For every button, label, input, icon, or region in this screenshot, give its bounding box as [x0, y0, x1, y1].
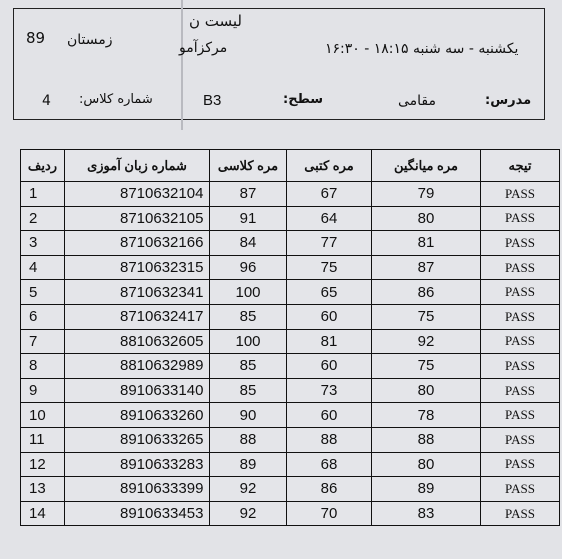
- grades-body: [21, 182, 560, 526]
- grades-table: [20, 149, 560, 526]
- col-header-midterm-score: مره میانگین: [372, 150, 481, 182]
- code-value: 89: [26, 29, 46, 47]
- cell-student-id: 8710632417: [65, 304, 210, 329]
- teacher-label: مدرس:: [485, 93, 532, 108]
- cell-row-number: 6: [21, 304, 65, 329]
- cell-result: PASS: [481, 329, 560, 354]
- cell-result: PASS: [481, 182, 560, 207]
- cell-written-score: 77: [287, 231, 372, 256]
- grades-table-wrap: [20, 149, 541, 526]
- cell-row-number: 1: [21, 182, 65, 207]
- cell-row-number: 14: [21, 501, 65, 526]
- cell-class-score: 100: [210, 280, 287, 305]
- table-row: [21, 477, 560, 502]
- cell-row-number: 5: [21, 280, 65, 305]
- table-row: [21, 403, 560, 428]
- cell-written-score: 60: [287, 304, 372, 329]
- cell-row-number: 4: [21, 255, 65, 280]
- teacher-value: مقامی: [398, 93, 437, 109]
- cell-midterm-score: 83: [372, 501, 481, 526]
- col-header-written-score: مره کتبی: [287, 150, 372, 182]
- table-header-row: [21, 150, 560, 182]
- cell-written-score: 75: [287, 255, 372, 280]
- cell-class-score: 85: [210, 304, 287, 329]
- col-header-row: ردیف: [21, 150, 65, 182]
- col-header-class-score: مره کلاسی: [210, 150, 287, 182]
- cell-class-score: 85: [210, 378, 287, 403]
- table-row: [21, 280, 560, 305]
- table-row: [21, 354, 560, 379]
- cell-midterm-score: 87: [372, 255, 481, 280]
- table-row: [21, 427, 560, 452]
- schedule-text: یکشنبه - سه شنبه ۱۸:۱۵ - ۱۶:۳۰: [325, 41, 519, 57]
- cell-written-score: 60: [287, 403, 372, 428]
- cell-row-number: 9: [21, 378, 65, 403]
- cell-student-id: 8910633265: [65, 427, 210, 452]
- cell-written-score: 88: [287, 427, 372, 452]
- cell-result: PASS: [481, 378, 560, 403]
- cell-class-score: 90: [210, 403, 287, 428]
- cell-student-id: 8810632989: [65, 354, 210, 379]
- center-label: مرکزآمو: [179, 40, 228, 56]
- level-value: B3: [203, 92, 222, 109]
- class-number-label: شماره کلاس:: [79, 92, 153, 107]
- cell-written-score: 67: [287, 182, 372, 207]
- table-row: [21, 329, 560, 354]
- class-number-value: 4: [42, 93, 51, 109]
- cell-midterm-score: 79: [372, 182, 481, 207]
- cell-result: PASS: [481, 231, 560, 256]
- cell-result: PASS: [481, 452, 560, 477]
- cell-result: PASS: [481, 280, 560, 305]
- cell-midterm-score: 80: [372, 206, 481, 231]
- cell-row-number: 3: [21, 231, 65, 256]
- cell-written-score: 65: [287, 280, 372, 305]
- cell-class-score: 92: [210, 477, 287, 502]
- col-header-result: تیجه: [481, 150, 560, 182]
- cell-written-score: 70: [287, 501, 372, 526]
- table-row: [21, 304, 560, 329]
- cell-result: PASS: [481, 206, 560, 231]
- cell-written-score: 86: [287, 477, 372, 502]
- cell-class-score: 85: [210, 354, 287, 379]
- list-title: لیست ن: [189, 12, 242, 30]
- cell-student-id: 8710632341: [65, 280, 210, 305]
- cell-written-score: 60: [287, 354, 372, 379]
- cell-class-score: 92: [210, 501, 287, 526]
- cell-student-id: 8910633140: [65, 378, 210, 403]
- cell-result: PASS: [481, 501, 560, 526]
- cell-class-score: 84: [210, 231, 287, 256]
- table-row: [21, 255, 560, 280]
- paper-fold: [181, 0, 183, 130]
- cell-written-score: 73: [287, 378, 372, 403]
- cell-row-number: 8: [21, 354, 65, 379]
- cell-midterm-score: 89: [372, 477, 481, 502]
- cell-midterm-score: 78: [372, 403, 481, 428]
- cell-row-number: 13: [21, 477, 65, 502]
- cell-student-id: 8910633399: [65, 477, 210, 502]
- cell-midterm-score: 75: [372, 304, 481, 329]
- cell-result: PASS: [481, 403, 560, 428]
- cell-written-score: 68: [287, 452, 372, 477]
- table-row: [21, 501, 560, 526]
- cell-midterm-score: 88: [372, 427, 481, 452]
- cell-result: PASS: [481, 304, 560, 329]
- cell-class-score: 88: [210, 427, 287, 452]
- cell-row-number: 2: [21, 206, 65, 231]
- cell-written-score: 64: [287, 206, 372, 231]
- cell-student-id: 8910633283: [65, 452, 210, 477]
- table-row: [21, 231, 560, 256]
- cell-student-id: 8710632104: [65, 182, 210, 207]
- table-row: [21, 378, 560, 403]
- level-label: سطح:: [283, 92, 324, 107]
- cell-row-number: 12: [21, 452, 65, 477]
- cell-midterm-score: 92: [372, 329, 481, 354]
- cell-midterm-score: 86: [372, 280, 481, 305]
- cell-class-score: 100: [210, 329, 287, 354]
- cell-midterm-score: 80: [372, 378, 481, 403]
- cell-student-id: 8910633453: [65, 501, 210, 526]
- cell-student-id: 8810632605: [65, 329, 210, 354]
- cell-midterm-score: 75: [372, 354, 481, 379]
- cell-row-number: 11: [21, 427, 65, 452]
- cell-row-number: 10: [21, 403, 65, 428]
- cell-student-id: 8910633260: [65, 403, 210, 428]
- cell-midterm-score: 81: [372, 231, 481, 256]
- cell-row-number: 7: [21, 329, 65, 354]
- cell-class-score: 87: [210, 182, 287, 207]
- cell-result: PASS: [481, 354, 560, 379]
- cell-midterm-score: 80: [372, 452, 481, 477]
- table-row: [21, 182, 560, 207]
- season-label: زمستان: [67, 32, 113, 48]
- table-row: [21, 452, 560, 477]
- cell-class-score: 96: [210, 255, 287, 280]
- cell-class-score: 89: [210, 452, 287, 477]
- col-header-student-id: شماره زبان آموزی: [65, 150, 210, 182]
- cell-student-id: 8710632315: [65, 255, 210, 280]
- cell-result: PASS: [481, 477, 560, 502]
- cell-student-id: 8710632105: [65, 206, 210, 231]
- cell-student-id: 8710632166: [65, 231, 210, 256]
- cell-class-score: 91: [210, 206, 287, 231]
- table-row: [21, 206, 560, 231]
- cell-result: PASS: [481, 427, 560, 452]
- cell-result: PASS: [481, 255, 560, 280]
- cell-written-score: 81: [287, 329, 372, 354]
